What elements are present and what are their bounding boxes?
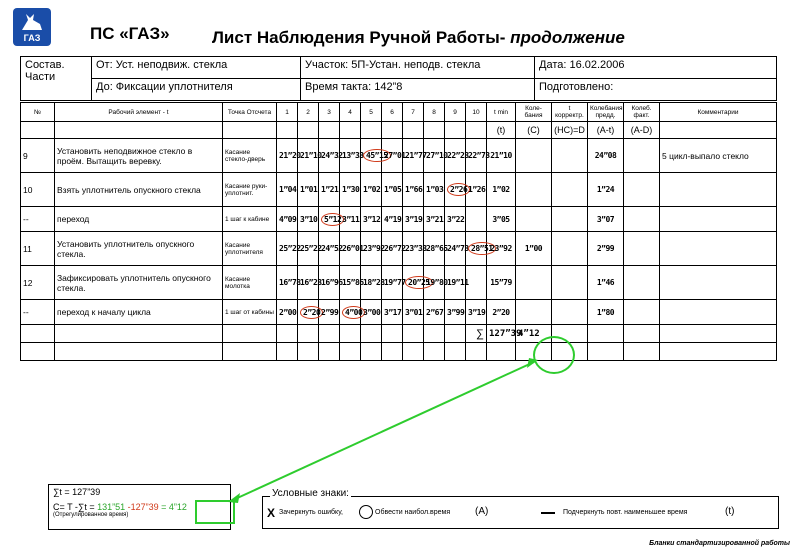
- col-tmin: t min: [487, 103, 516, 122]
- obs-value: 13”33: [342, 151, 364, 160]
- obs-value: 3”19: [405, 214, 423, 224]
- legend-a-symbol: (A): [475, 506, 489, 517]
- obs-value: 24”52: [321, 244, 343, 253]
- col-obs: 9: [445, 103, 466, 122]
- area-field: Участок: 5П-Устан. неподв. стекла: [301, 57, 535, 79]
- takt-field: Время такта: 142”8: [301, 79, 535, 101]
- obs-value: 4”19: [384, 214, 402, 224]
- underline-icon: [541, 512, 555, 514]
- obs-value: 1”02: [363, 185, 381, 194]
- row-point: Касание уплотнителя: [223, 232, 277, 266]
- obs-value: 2”99: [321, 307, 339, 317]
- obs-value: 24”32: [321, 151, 343, 160]
- obs-value: 16”96: [321, 278, 343, 287]
- legend-box: [262, 496, 779, 529]
- row-element: Установить неподвижное стекло в проём. Вытащить веревку.: [55, 139, 223, 173]
- row-ad: 1”80: [588, 300, 624, 325]
- obs-value: 4”09: [279, 214, 297, 224]
- date-field: Дата: 16.02.2006: [535, 57, 777, 79]
- sum-total: 127”39: [487, 325, 516, 343]
- row-tmin: 15”79: [487, 266, 516, 300]
- obs-value: 28”51: [468, 242, 496, 255]
- obs-value: 1”04: [279, 185, 297, 194]
- row-point: Касание молотка: [223, 266, 277, 300]
- row-ad: 3”07: [588, 207, 624, 232]
- obs-value: 21”77: [405, 151, 427, 160]
- obs-value: 16”23: [300, 278, 322, 287]
- obs-value: 45”15: [363, 149, 391, 162]
- row-tmin: 2”20: [487, 300, 516, 325]
- obs-value: 1”03: [426, 185, 444, 194]
- obs-value: 2”00: [279, 307, 297, 317]
- col-num: №: [21, 103, 55, 122]
- result-highlight: [195, 500, 235, 524]
- obs-value: 1”05: [384, 185, 402, 194]
- company-name: ПС «ГАЗ»: [90, 24, 170, 43]
- obs-value: 25”22: [279, 244, 301, 253]
- col-obs: 3: [319, 103, 340, 122]
- parts-label: Состав. Части: [21, 57, 92, 101]
- footer-caption: Бланки стандартизированной работы: [649, 540, 790, 547]
- obs-value: 19”11: [447, 278, 469, 287]
- sum-c-total: 4”12: [516, 325, 552, 343]
- row-tmin: 1”02: [487, 173, 516, 207]
- legend-line-text: Подчеркнуть повт. наименьшее время: [563, 509, 688, 516]
- obs-value: 1”26: [468, 185, 486, 194]
- obs-value: 3”22: [447, 214, 465, 224]
- col-obs: 6: [382, 103, 403, 122]
- obs-value: 1”21: [321, 185, 339, 194]
- obs-value: 5”12: [321, 213, 344, 226]
- col-comments: Комментарии: [660, 103, 777, 122]
- title-italic: продолжение: [510, 28, 625, 47]
- col-obs: 5: [361, 103, 382, 122]
- obs-value: 1”01: [300, 185, 318, 194]
- row-num: 12: [21, 266, 55, 300]
- obs-value: 4”00: [342, 306, 365, 319]
- obs-value: 23”33: [405, 244, 427, 253]
- row-element: переход к началу цикла: [55, 300, 223, 325]
- obs-value: 3”19: [468, 307, 486, 317]
- row-num: 11: [21, 232, 55, 266]
- legend-title: Условные знаки:: [272, 488, 349, 499]
- sym-a: (A-t): [588, 122, 624, 139]
- row-num: --: [21, 207, 55, 232]
- sym-ad: (A-D): [624, 122, 660, 139]
- obs-value: 22”23: [447, 151, 469, 160]
- obs-value: 18”28: [363, 278, 385, 287]
- col-ad: Колебания предд.: [588, 103, 624, 122]
- formula-line2: C= T -∑t = 131”51 -127”39 = 4”12: [53, 502, 187, 512]
- sym-t: (t): [487, 122, 516, 139]
- col-element: Рабочий элемент - t: [55, 103, 223, 122]
- obs-value: 27”01: [384, 151, 406, 160]
- obs-value: 3”99: [447, 307, 465, 317]
- row-point: 1 шаг к кабине: [223, 207, 277, 232]
- row-element: Зафиксировать уплотнитель опускного стекла.: [55, 266, 223, 300]
- legend-o-text: Обвести наибол.время: [375, 509, 451, 516]
- col-obs: 4: [340, 103, 361, 122]
- row-ad: 24”08: [588, 139, 624, 173]
- row-num: 9: [21, 139, 55, 173]
- obs-value: 25”22: [300, 244, 322, 253]
- obs-value: 3”01: [405, 307, 423, 317]
- formula-line1: ∑t = 127”39: [53, 487, 101, 497]
- col-hc: t корректр.: [552, 103, 588, 122]
- circle-icon: [359, 505, 373, 519]
- row-element: Взять уплотнитель опускного стекла: [55, 173, 223, 207]
- row-tmin: 23”92: [487, 232, 516, 266]
- col-obs: 1: [277, 103, 298, 122]
- row-ad: 2”99: [588, 232, 624, 266]
- obs-value: 21”20: [279, 151, 301, 160]
- col-obs: 2: [298, 103, 319, 122]
- obs-value: 3”10: [300, 214, 318, 224]
- obs-value: 3”21: [426, 214, 444, 224]
- row-ad: 1”24: [588, 173, 624, 207]
- obs-value: 2”67: [426, 307, 444, 317]
- row-tmin: 3”05: [487, 207, 516, 232]
- col-ad2: Колеб. факт.: [624, 103, 660, 122]
- col-point: Точка Отсчета: [223, 103, 277, 122]
- row-comment: 5 цикл-выпало стекло: [660, 139, 777, 173]
- obs-value: 3”00: [363, 307, 381, 317]
- obs-value: 24”73: [447, 244, 469, 253]
- sum-symbol: ∑: [466, 325, 487, 343]
- obs-value: 22”73: [468, 151, 490, 160]
- obs-value: 23”92: [363, 244, 385, 253]
- formula-note: (Отрегулированное время): [53, 512, 129, 518]
- row-point: Касание руки-уплотнит.: [223, 173, 277, 207]
- obs-value: 19”80: [426, 278, 448, 287]
- legend-t-symbol: (t): [725, 506, 735, 517]
- row-ad: 1”46: [588, 266, 624, 300]
- from-field: От: Уст. неподвиж. стекла: [92, 57, 301, 79]
- obs-value: 2”20: [300, 306, 323, 319]
- col-c: Коле-бания: [516, 103, 552, 122]
- row-element: переход: [55, 207, 223, 232]
- obs-value: 3”11: [342, 214, 360, 224]
- sym-c: (C): [516, 122, 552, 139]
- obs-value: 19”77: [384, 278, 406, 287]
- to-field: До: Фиксации уплотнителя: [92, 79, 301, 101]
- obs-value: 3”17: [384, 307, 402, 317]
- legend-x-text: Зачеркнуть ошибку,: [279, 509, 343, 516]
- row-num: 10: [21, 173, 55, 207]
- col-obs: 10: [466, 103, 487, 122]
- obs-value: 15”86: [342, 278, 364, 287]
- obs-value: 27”10: [426, 151, 448, 160]
- col-obs: 7: [403, 103, 424, 122]
- row-point: 1 шаг от кабины: [223, 300, 277, 325]
- row-element: Установить уплотнитель опускного стекла.: [55, 232, 223, 266]
- row-c: 1”00: [516, 232, 552, 266]
- obs-value: 2”26: [447, 183, 470, 196]
- obs-value: 16”78: [279, 278, 301, 287]
- sym-hc: (HC)=D: [552, 122, 588, 139]
- obs-value: 3”12: [363, 214, 381, 224]
- obs-value: 26”01: [342, 244, 364, 253]
- obs-value: 21”10: [300, 151, 322, 160]
- row-tmin: 21”10: [487, 139, 516, 173]
- title-main: Лист Наблюдения Ручной Работы-: [212, 28, 506, 47]
- prepared-field: Подготовлено:: [535, 79, 777, 101]
- obs-value: 20”25: [405, 276, 433, 289]
- logo-text: ГАЗ: [23, 33, 41, 43]
- col-obs: 8: [424, 103, 445, 122]
- obs-value: 1”66: [405, 185, 423, 194]
- cross-icon: X: [267, 506, 276, 520]
- obs-value: 26”72: [384, 244, 406, 253]
- obs-value: 1”30: [342, 185, 360, 194]
- row-point: Касание стекло-дверь: [223, 139, 277, 173]
- obs-value: 28”65: [426, 244, 448, 253]
- row-num: --: [21, 300, 55, 325]
